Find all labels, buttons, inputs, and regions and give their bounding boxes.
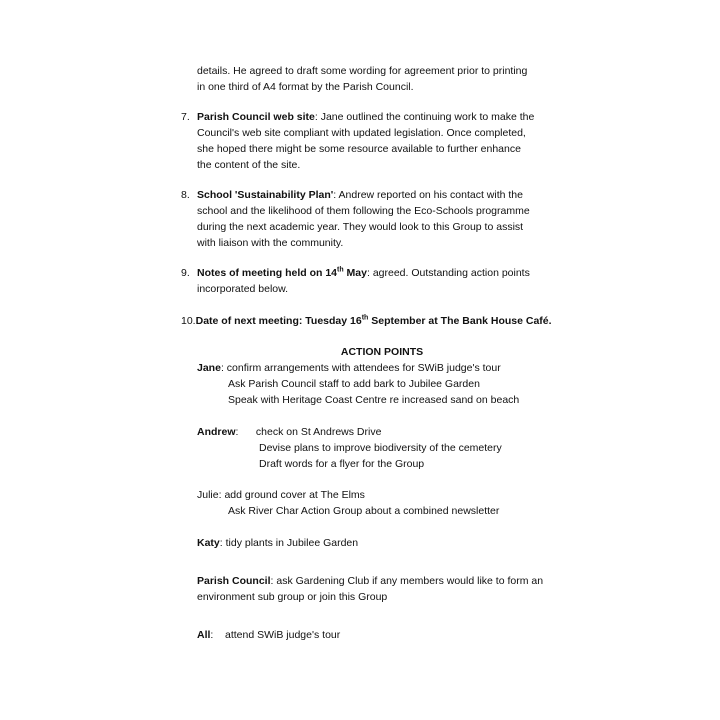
action-julie-line-2: Ask River Char Action Group about a combined newsletter	[228, 505, 500, 517]
action-all-who: All	[197, 629, 211, 641]
item-10-number: 10.	[181, 315, 196, 327]
item-7-line-4: the content of the site.	[197, 159, 301, 171]
action-parish-line-2: environment sub group or join this Group	[197, 591, 388, 603]
action-parish-who: Parish Council	[197, 575, 271, 587]
action-andrew-line-2: Devise plans to improve biodiversity of the cemetery	[259, 442, 502, 454]
item-8-text: : Andrew reported on his contact with the	[333, 189, 523, 201]
item-8-line-1	[197, 188, 523, 204]
intro-line-1: details. He agreed to draft some wording for agreement prior to printing	[197, 65, 528, 77]
action-jane-line-2: Ask Parish Council staff to add bark to Jubilee Garden	[228, 378, 480, 390]
item-7-number: 7.	[181, 111, 190, 123]
item-9-line-1	[197, 266, 530, 282]
item-10-line	[181, 314, 552, 330]
item-9-number: 9.	[181, 267, 190, 279]
item-7-title: Parish Council web site	[197, 111, 315, 123]
action-julie-who: Julie	[197, 489, 219, 501]
action-jane-line-3: Speak with Heritage Coast Centre re increased sand on beach	[228, 394, 520, 406]
item-7-line-2: Council's web site compliant with updated legislation. Once completed,	[197, 127, 526, 139]
action-points-heading: ACTION POINTS	[340, 346, 424, 358]
item-8-number: 8.	[181, 189, 190, 201]
action-andrew-line-3: Draft words for a flyer for the Group	[259, 458, 425, 470]
intro-line-2: in one third of A4 format by the Parish Council.	[197, 81, 414, 93]
item-7-line-3: she hoped there might be some resource available to further enhance	[197, 143, 521, 155]
action-parish-line-1: Parish Council: ask Gardening Club if any members would like to form an	[197, 575, 544, 587]
item-10-text: Date of next meeting: Tuesday 16th September at The Bank House Café.	[195, 314, 552, 327]
item-8-line-3: during the next academic year. They would look to this Group to assist	[197, 221, 524, 233]
action-andrew-who: Andrew	[197, 426, 236, 438]
item-9-title: Notes of meeting held on 14th May	[197, 266, 367, 279]
item-8-title: School 'Sustainability Plan'	[197, 189, 334, 201]
action-katy-who: Katy	[197, 537, 220, 549]
action-andrew-line-1: Andrew: check on St Andrews Drive	[197, 426, 382, 438]
item-9-line-2: incorporated below.	[197, 283, 289, 295]
action-katy-line: Katy: tidy plants in Jubilee Garden	[197, 537, 359, 549]
item-7-text: : Jane outlined the continuing work to make the	[314, 111, 535, 123]
action-jane-who: Jane	[197, 362, 221, 374]
item-7-line-1	[197, 110, 534, 126]
item-8-line-2: school and the likelihood of them following the Eco-Schools programme	[197, 205, 530, 217]
action-all-line: All: attend SWiB judge's tour	[197, 629, 341, 641]
action-jane-line-1: Jane: confirm arrangements with attendees for SWiB judge's tour	[197, 362, 501, 374]
action-julie-line-1: Julie: add ground cover at The Elms	[197, 489, 365, 501]
item-8-line-4: with liaison with the community.	[197, 237, 344, 249]
item-9-text: : agreed. Outstanding action points	[366, 267, 530, 279]
